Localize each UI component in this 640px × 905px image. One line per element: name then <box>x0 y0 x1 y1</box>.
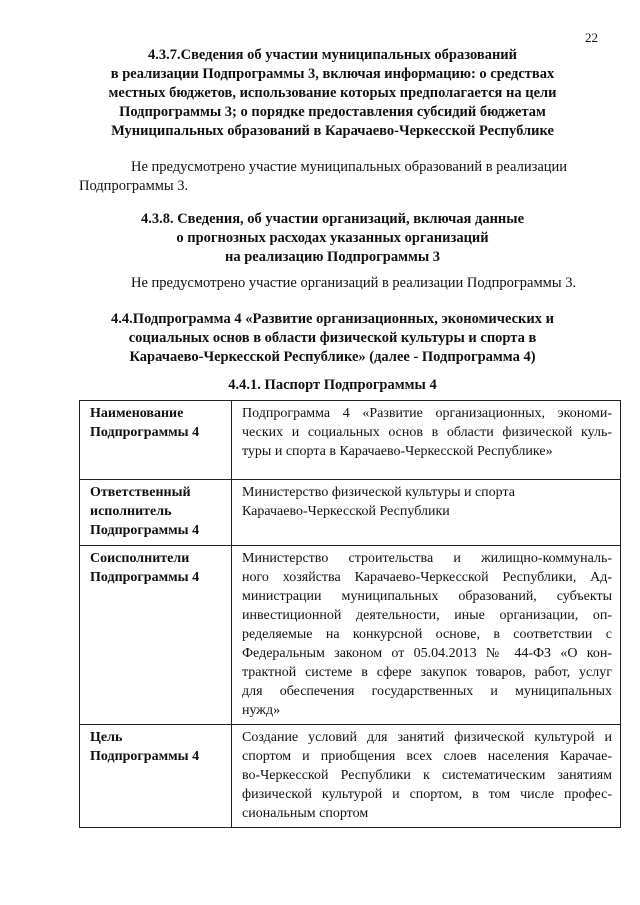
value-line: Карачаево-Черкесской Республики <box>242 504 450 519</box>
value-line: Подпрограмма 4 «Развитие организационных, экономи- <box>242 406 612 421</box>
section-44-heading <box>70 310 595 367</box>
heading-line: на реализацию Подпрограммы 3 <box>224 249 441 265</box>
value-line: спортом и приобщения всех слоев населения Карачае- <box>242 749 612 764</box>
section-437-text <box>79 158 603 196</box>
label-line: Ответственный <box>90 485 191 500</box>
heading-line: 4.3.8. Сведения, об участии организаций, включая данные <box>140 211 525 227</box>
value-line: Создание условий для занятий физической культурой и <box>242 730 612 745</box>
heading-line: в реализации Подпрограммы 3, включая информацию: о средствах <box>110 66 555 82</box>
value-line: во-Черкесской Республики к систематическим занятиям <box>242 768 612 783</box>
table-row <box>80 480 621 546</box>
row-value <box>232 725 621 828</box>
value-line: инвестиционной деятельности, иные организации, оп- <box>242 608 612 623</box>
heading-line: 4.3.7.Сведения об участии муниципальных образований <box>147 47 518 63</box>
value-line: ного хозяйства Карачаево-Черкесской Республики, Ад- <box>242 570 612 585</box>
row-label <box>80 725 232 828</box>
value-line: министрации муниципальных образований, субъекты <box>242 589 612 604</box>
value-line: ределяемые на конкурсной основе, в соответствии с <box>242 627 612 642</box>
value-line: Федеральным законом от 05.04.2013 № 44-ФЗ «О кон- <box>242 646 612 661</box>
label-line: Подпрограммы 4 <box>90 523 200 538</box>
label-line: Подпрограммы 4 <box>90 570 200 585</box>
section-438-heading <box>70 210 595 267</box>
heading-line: 4.4.Подпрограмма 4 «Развитие организационных, экономических и <box>111 311 554 327</box>
label-line: исполнитель <box>90 504 172 519</box>
row-label <box>80 546 232 725</box>
value-line: физической культурой и спортом, в том числе профес- <box>242 787 612 802</box>
section-438-text <box>131 274 611 293</box>
heading-line: Карачаево-Черкесской Республике» (далее - Подпрограмма 4) <box>129 349 536 365</box>
page-number: 22 <box>585 30 598 45</box>
table-row <box>80 401 621 480</box>
value-line: ческих и социальных основ в области физической куль- <box>242 425 612 440</box>
row-value <box>232 401 621 480</box>
value-line: Министерство физической культуры и спорта <box>242 485 515 500</box>
label-line: Наименование <box>90 406 184 421</box>
text-line: Не предусмотрено участие муниципальных образований в реализации <box>131 159 568 175</box>
row-value <box>232 480 621 546</box>
heading-line: социальных основ в области физической культуры и спорта в <box>128 330 537 346</box>
label-line: Подпрограммы 4 <box>90 425 200 440</box>
heading-line: 4.4.1. Паспорт Подпрограммы 4 <box>228 377 437 393</box>
label-line: Цель <box>90 730 123 745</box>
heading-line: Муниципальных образований в Карачаево-Черкесской Республике <box>111 123 554 139</box>
value-line: туры и спорта в Карачаево-Черкесской Республике» <box>242 444 553 459</box>
table-row <box>80 725 621 828</box>
label-line: Подпрограммы 4 <box>90 749 200 764</box>
text-line: Не предусмотрено участие организаций в реализации Подпрограммы 3. <box>131 275 577 291</box>
passport-table <box>79 400 621 828</box>
heading-line: Подпрограммы 3; о порядке предоставления субсидий бюджетам <box>119 104 546 120</box>
section-441-heading <box>70 376 595 395</box>
table-row <box>80 546 621 725</box>
text-line: Подпрограммы 3. <box>79 178 189 194</box>
value-line: сиональным спортом <box>242 806 369 821</box>
value-line: Министерство строительства и жилищно-коммуналь- <box>242 551 612 566</box>
heading-line: местных бюджетов, использование которых предполагается на цели <box>108 85 557 101</box>
value-line: трактной системе в сфере закупок товаров, работ, услуг <box>242 665 612 680</box>
heading-line: о прогнозных расходах указанных организаций <box>176 230 489 246</box>
row-label <box>80 480 232 546</box>
value-line: для обеспечения государственных и муниципальных <box>242 684 612 699</box>
value-line: нужд» <box>242 703 281 718</box>
row-value <box>232 546 621 725</box>
section-437-heading <box>70 46 595 141</box>
row-label <box>80 401 232 480</box>
label-line: Соисполнители <box>90 551 190 566</box>
